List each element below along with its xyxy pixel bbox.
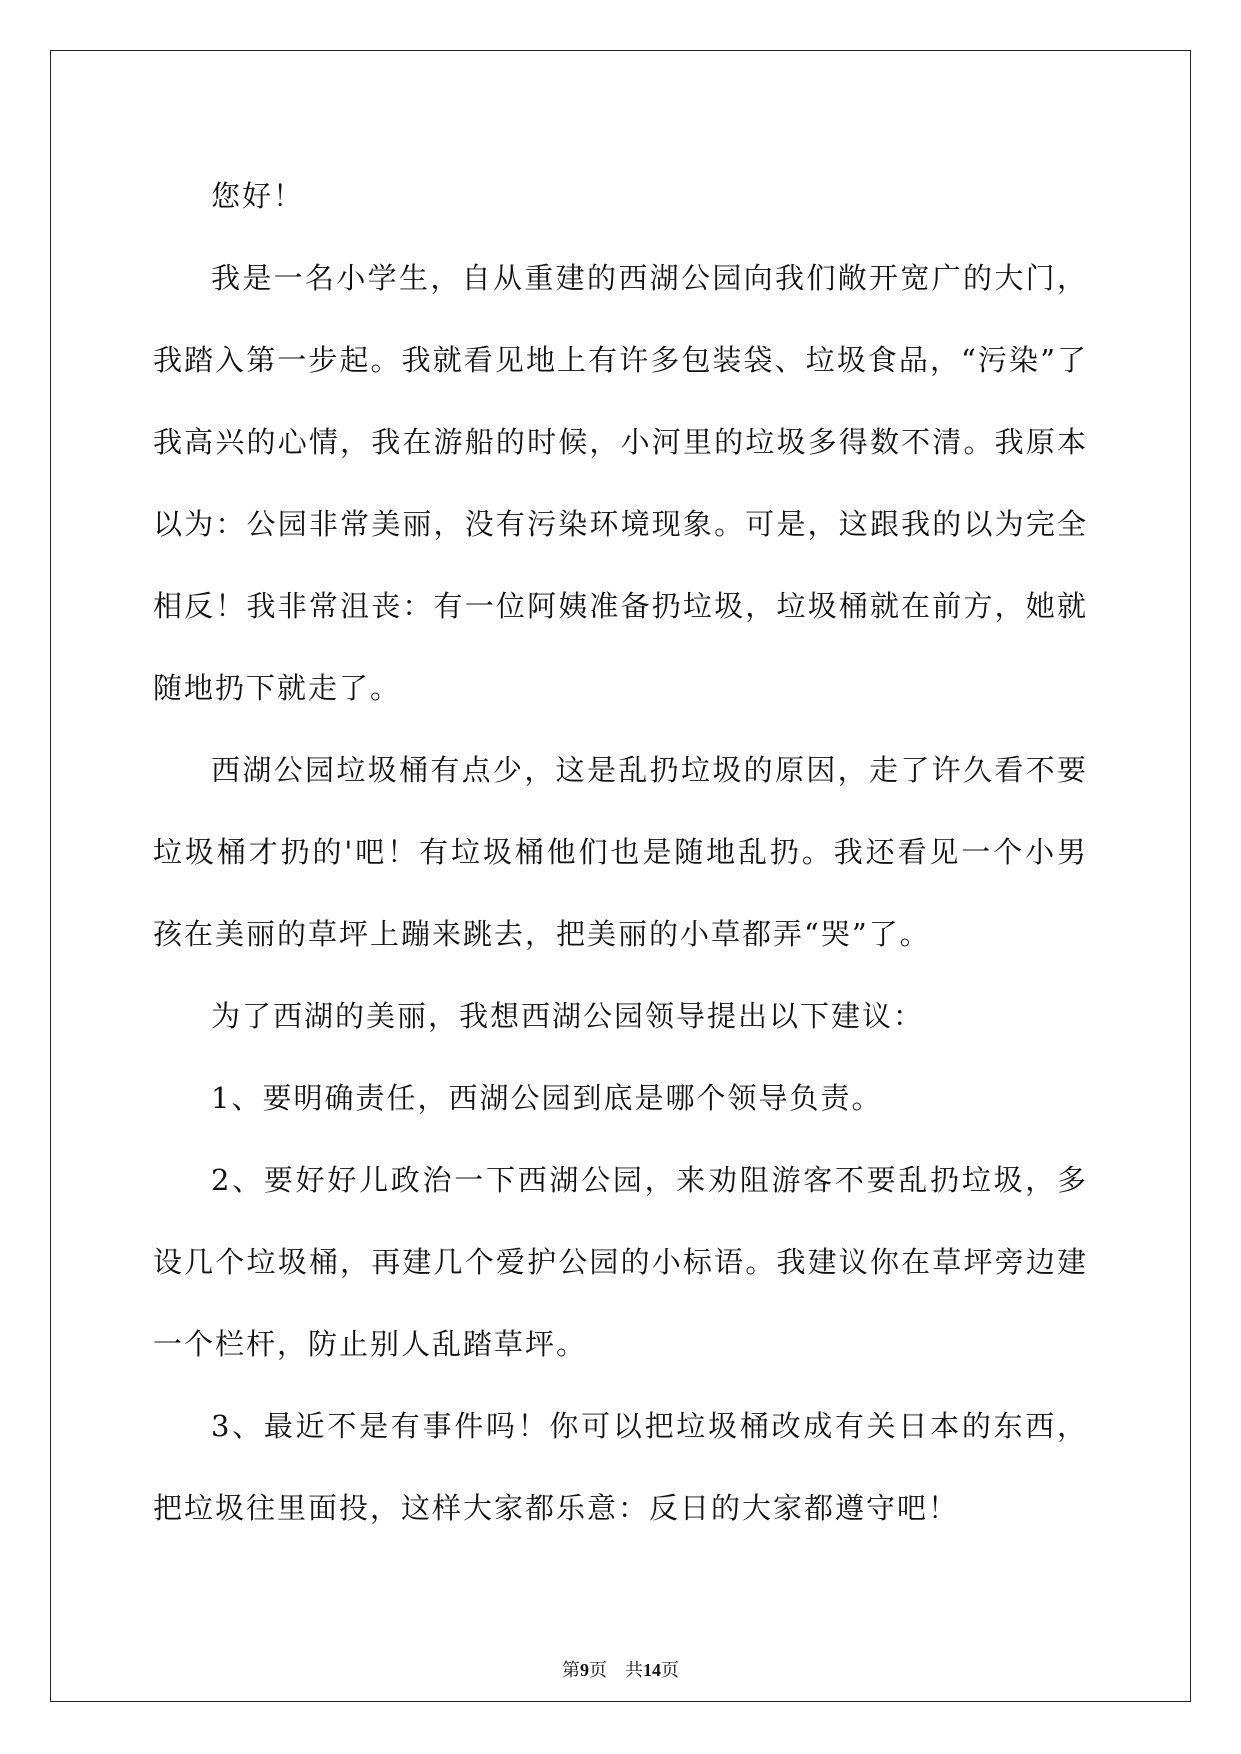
page-footer — [0, 1658, 1241, 1683]
suggestion-item: 2、要好好儿政治一下西湖公园，来劝阻游客不要乱扔垃圾，多设几个垃圾桶，再建几个爱护公园的小标语。我建议你在草坪旁边建一个栏杆，防止别人乱踏草坪。 — [153, 1163, 1088, 1361]
suggestion-item: 1、要明确责任，西湖公园到底是哪个领导负责。 — [211, 1081, 883, 1115]
body-paragraph: 西湖公园垃圾桶有点少，这是乱扔垃圾的原因，走了许久看不要垃圾桶才扔的'吧！有垃圾桶他们也是随地乱扔。我还看见一个小男孩在美丽的草坪上蹦来跳去，把美丽的小草都弄“哭”了。 — [153, 753, 1088, 951]
document-body — [153, 155, 1088, 1549]
page-number: 9 — [580, 1660, 589, 1680]
total-prefix: 共 — [625, 1660, 643, 1681]
page-suffix: 页 — [589, 1660, 607, 1681]
body-paragraph: 为了西湖的美丽，我想西湖公园领导提出以下建议： — [211, 999, 925, 1033]
body-paragraph: 我是一名小学生，自从重建的西湖公园向我们敞开宽广的大门，我踏入第一步起。我就看见地上有许多包装袋、垃圾食品，“污染”了我高兴的心情，我在游船的时候，小河里的垃圾多得数不清。我原本以为：公园非常美丽，没有污染环境现象。可是，这跟我的以为完全相反！我非常沮丧：有一位阿姨准备扔垃圾，垃圾桶就在前方，她就随地扔下就走了。 — [153, 261, 1088, 705]
greeting-paragraph: 您好！ — [211, 179, 305, 213]
total-suffix: 页 — [661, 1660, 679, 1681]
suggestion-item: 3、最近不是有事件吗！你可以把垃圾桶改成有关日本的东西，把垃圾往里面投，这样大家都乐意：反日的大家都遵守吧！ — [153, 1409, 1088, 1525]
page-prefix: 第 — [562, 1660, 580, 1681]
total-pages: 14 — [643, 1660, 661, 1680]
